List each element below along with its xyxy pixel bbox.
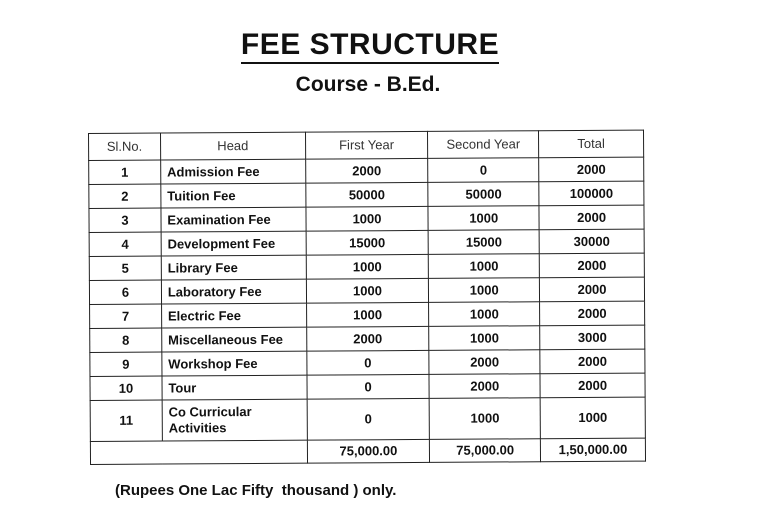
head-cell: Co Curricular Activities xyxy=(162,399,307,441)
sl-no-cell: 2 xyxy=(89,184,161,208)
head-cell: Development Fee xyxy=(161,231,306,256)
table-row xyxy=(89,229,644,256)
first-year-cell: 2000 xyxy=(306,326,429,351)
head-cell: Admission Fee xyxy=(161,159,306,184)
table-row xyxy=(89,253,644,280)
table-row xyxy=(90,349,645,376)
column-header-second-year: Second Year xyxy=(428,131,539,159)
table-row xyxy=(89,277,644,304)
total-cell: 2000 xyxy=(540,277,645,302)
column-header-head: Head xyxy=(160,132,305,160)
total-cell: 3000 xyxy=(540,325,645,350)
sl-no-cell: 5 xyxy=(89,256,161,280)
column-header-sl-no: Sl.No. xyxy=(89,133,161,160)
second-year-cell: 1000 xyxy=(429,278,540,303)
head-cell: Examination Fee xyxy=(161,207,306,232)
grand-total: 1,50,000.00 xyxy=(540,438,645,462)
head-cell: Electric Fee xyxy=(161,303,306,328)
column-header-first-year: First Year xyxy=(305,131,428,159)
total-cell: 2000 xyxy=(539,205,644,230)
table-row xyxy=(90,301,645,328)
column-header-total: Total xyxy=(539,130,644,158)
total-cell: 2000 xyxy=(540,373,645,398)
total-cell: 2000 xyxy=(539,157,644,182)
sl-no-cell: 10 xyxy=(90,376,162,400)
total-cell: 2000 xyxy=(539,253,644,278)
second-year-cell: 1000 xyxy=(429,326,540,351)
second-year-cell: 1000 xyxy=(428,206,539,231)
table-row xyxy=(89,181,644,208)
head-cell: Workshop Fee xyxy=(162,351,307,376)
table-row xyxy=(90,397,645,441)
fee-table xyxy=(88,130,646,465)
table-header-row xyxy=(89,130,644,160)
table-row xyxy=(89,205,644,232)
first-year-cell: 0 xyxy=(306,350,429,375)
second-year-cell: 2000 xyxy=(429,374,540,399)
second-year-cell: 1000 xyxy=(429,302,540,327)
head-cell: Miscellaneous Fee xyxy=(162,327,307,352)
first-year-cell: 50000 xyxy=(305,182,428,207)
sl-no-cell: 6 xyxy=(89,280,161,304)
second-year-cell: 1000 xyxy=(429,254,540,279)
total-cell: 2000 xyxy=(540,349,645,374)
course-subtitle: Course - B.Ed. xyxy=(295,73,441,96)
first-year-cell: 1000 xyxy=(306,206,429,231)
sl-no-cell: 4 xyxy=(89,232,161,256)
page-title: FEE STRUCTURE xyxy=(0,28,740,62)
total-cell: 2000 xyxy=(540,301,645,326)
second-year-cell: 50000 xyxy=(428,182,539,207)
table-row xyxy=(89,157,644,184)
table-row xyxy=(90,373,645,400)
sl-no-cell: 7 xyxy=(90,304,162,328)
sl-no-cell: 11 xyxy=(90,400,162,441)
first-year-cell: 1000 xyxy=(306,254,429,279)
first-year-cell: 1000 xyxy=(306,302,429,327)
head-cell: Library Fee xyxy=(161,255,306,280)
first-year-cell: 1000 xyxy=(306,278,429,303)
sl-no-cell: 8 xyxy=(90,328,162,352)
first-year-cell: 0 xyxy=(307,398,430,440)
sl-no-cell: 1 xyxy=(89,160,161,184)
total-second-year: 75,000.00 xyxy=(430,439,541,463)
head-cell: Laboratory Fee xyxy=(161,279,306,304)
total-first-year: 75,000.00 xyxy=(307,439,430,463)
head-cell: Tour xyxy=(162,375,307,400)
second-year-cell: 15000 xyxy=(428,230,539,255)
amount-in-words: (Rupees One Lac Fifty thousand ) only. xyxy=(115,482,397,499)
table-row xyxy=(90,325,645,352)
totals-row xyxy=(90,438,645,464)
first-year-cell: 0 xyxy=(307,374,430,399)
first-year-cell: 15000 xyxy=(306,230,429,255)
sl-no-cell: 9 xyxy=(90,352,162,376)
first-year-cell: 2000 xyxy=(305,158,428,183)
second-year-cell: 2000 xyxy=(429,350,540,375)
total-cell: 1000 xyxy=(540,397,645,439)
sl-no-cell: 3 xyxy=(89,208,161,232)
second-year-cell: 1000 xyxy=(429,398,540,440)
fee-rows xyxy=(89,157,646,441)
second-year-cell: 0 xyxy=(428,158,539,183)
head-cell: Tuition Fee xyxy=(161,183,306,208)
total-cell: 30000 xyxy=(539,229,644,254)
total-cell: 100000 xyxy=(539,181,644,206)
totals-label-cell xyxy=(90,440,307,464)
